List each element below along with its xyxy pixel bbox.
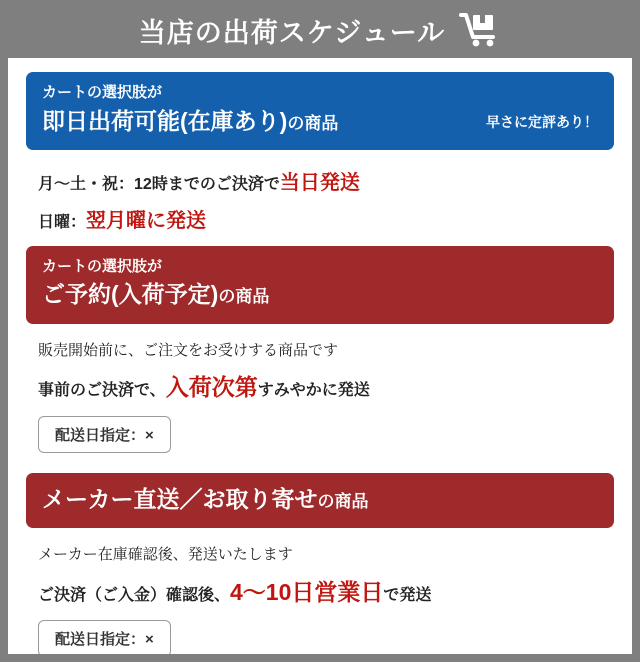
section-details-direct-shipping [26, 528, 614, 662]
content-area [8, 58, 632, 662]
detail-plain: 12時までのご決済で [134, 175, 280, 193]
detail-label: 月～土・祝： [38, 175, 135, 193]
delivery-date-chip: 配送日指定：× [38, 416, 171, 453]
detail-tail: で発送 [383, 586, 432, 604]
section-title-strong: メーカー直送／お取り寄せ [42, 485, 318, 512]
section-title-strong: ご予約 [42, 281, 111, 308]
section-note: 早さに定評あり！ [486, 113, 598, 130]
detail-highlight: 当日発送 [279, 171, 360, 194]
section-header-in-stock [26, 72, 614, 150]
detail-line [38, 336, 606, 366]
section-title [42, 105, 338, 138]
detail-line [38, 202, 606, 240]
section-title [42, 483, 369, 516]
detail-highlight: 翌月曜に発送 [86, 209, 207, 232]
delivery-date-chip: 配送日指定：× [38, 620, 171, 657]
section-header-text-group [42, 256, 269, 312]
hand-truck-icon [459, 13, 501, 47]
section-title-paren: (入荷予定) [111, 281, 219, 308]
section-title-suffix: の商品 [218, 287, 270, 307]
section-title-strong: 即日出荷可能 [42, 107, 180, 134]
section-details-reservation [26, 324, 614, 459]
section-title-suffix: の商品 [287, 113, 339, 133]
section-header-direct-shipping [26, 473, 614, 528]
detail-line [38, 366, 606, 410]
section-title-paren: (在庫あり) [180, 107, 288, 134]
section-details-in-stock [26, 150, 614, 246]
page-header [0, 0, 640, 58]
detail-highlight: 入荷次第 [165, 374, 258, 401]
page-title: 当店の出荷スケジュール [138, 17, 446, 48]
section-kicker: カートの選択肢が [42, 257, 163, 275]
section-title [42, 278, 269, 311]
detail-plain: メーカー在庫確認後、発送いたします [38, 546, 293, 564]
section-kicker: カートの選択肢が [42, 84, 163, 101]
section-title-suffix: の商品 [317, 491, 369, 511]
detail-label: ご決済（ご入金）確認後、 [38, 586, 231, 604]
detail-highlight: 4～10日営業日 [230, 578, 384, 605]
detail-label: 日曜： [38, 213, 87, 231]
detail-line [38, 540, 606, 570]
detail-plain: 販売開始前に、ご注文をお受けする商品です [38, 341, 339, 359]
detail-line [38, 164, 606, 202]
detail-label: 事前のご決済で、 [38, 382, 166, 400]
section-header-reservation [26, 246, 614, 324]
section-header-text-group [42, 82, 338, 138]
detail-tail: すみやかに発送 [257, 382, 370, 400]
section-header-text-group [42, 483, 369, 516]
detail-line [38, 571, 606, 615]
